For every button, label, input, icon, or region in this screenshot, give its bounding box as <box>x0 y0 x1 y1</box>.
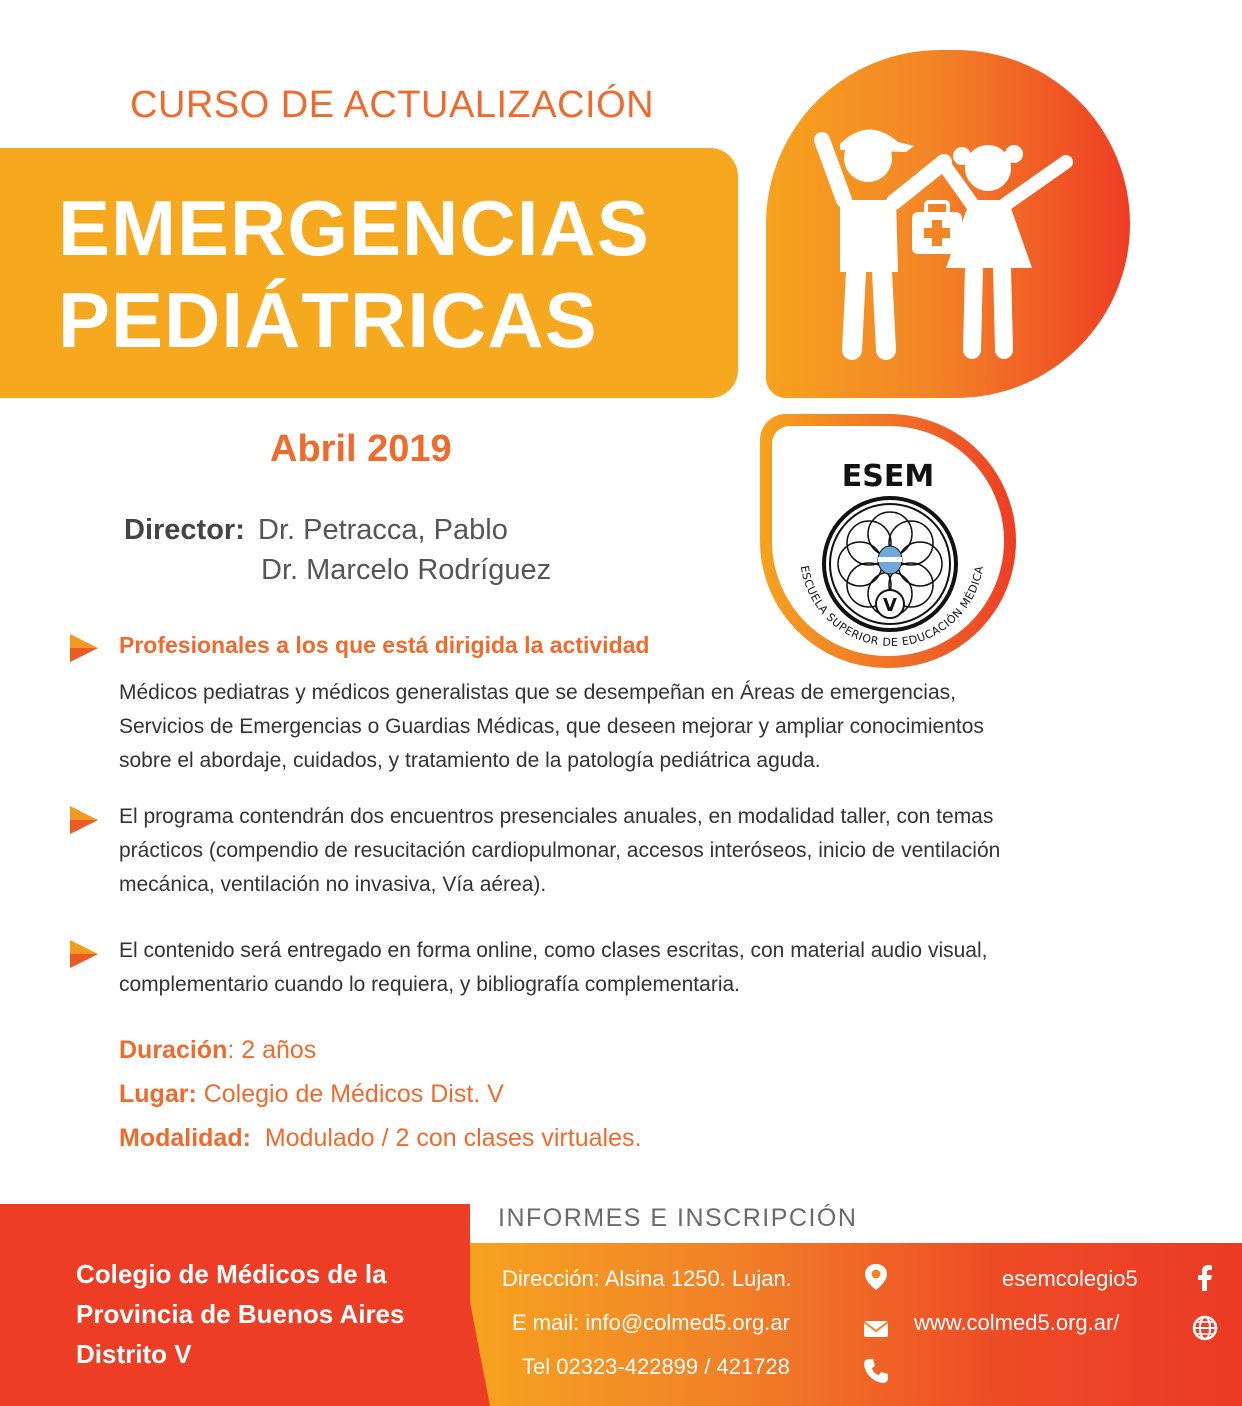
globe-icon[interactable] <box>1190 1313 1220 1343</box>
content-line: El contenido será entregado en forma online, como clases escritas, con material audio visual, <box>119 939 988 962</box>
audience-line: Médicos pediatras y médicos generalistas que se desempeñan en Áreas de emergencias, <box>119 681 956 704</box>
esem-full-name: ESCUELA SUPERIOR DE EDUCACIÓN MÉDICA <box>797 564 987 650</box>
program-line: El programa contendrán dos encuentros presenciales anuales, en modalidad taller, con temas <box>119 805 994 828</box>
mode-label: Modalidad: <box>119 1124 251 1152</box>
esem-acronym: ESEM <box>841 459 935 494</box>
program-paragraph <box>119 800 1119 902</box>
place-row <box>119 1080 504 1109</box>
title-line-1: EMERGENCIAS <box>58 184 650 272</box>
location-pin-icon <box>861 1262 891 1292</box>
audience-line: sobre el abordaje, cuidados, y tratamiento de la patología pediátrica aguda. <box>119 749 821 772</box>
content-paragraph <box>119 934 1119 1002</box>
children-medkit-icon <box>766 50 1130 398</box>
play-bullet-icon <box>68 632 100 664</box>
director-name-1: Dr. Petracca, Pablo <box>258 514 508 546</box>
esem-seal-icon <box>772 426 1004 656</box>
program-line: prácticos (compendio de resucitación cardiopulmonar, accesos interóseos, inicio de ventilación <box>119 839 1001 862</box>
audience-heading: Profesionales a los que está dirigida la actividad <box>119 632 650 658</box>
program-line: mecánica, ventilación no invasiva, Vía aérea). <box>119 873 547 896</box>
facebook-icon[interactable] <box>1190 1263 1220 1293</box>
duration-value: : 2 años <box>227 1036 317 1064</box>
play-bullet-icon <box>68 804 100 836</box>
district-numeral: V <box>883 595 897 616</box>
director-name-2: Dr. Marcelo Rodríguez <box>261 554 552 586</box>
org-line-1: Colegio de Médicos de la <box>76 1259 387 1289</box>
place-value: Colegio de Médicos Dist. V <box>196 1080 504 1108</box>
informes-heading: INFORMES E INSCRIPCIÓN <box>498 1204 858 1232</box>
course-kicker: CURSO DE ACTUALIZACIÓN <box>130 84 655 126</box>
content-line: complementario cuando lo requiera, y bibliografía complementaria. <box>119 973 740 996</box>
esem-logo-badge <box>760 414 1016 668</box>
org-line-3: Distrito V <box>76 1339 192 1369</box>
mode-value: Modulado / 2 con clases virtuales. <box>250 1124 642 1152</box>
director-label: Director: <box>124 514 245 546</box>
play-bullet-icon <box>68 938 100 970</box>
mode-row <box>119 1124 641 1153</box>
org-line-2: Provincia de Buenos Aires <box>76 1299 405 1329</box>
phone-text: Tel 02323-422899 / 421728 <box>522 1354 790 1379</box>
title-line-2: PEDIÁTRICAS <box>58 276 598 364</box>
audience-line: Servicios de Emergencias o Guardias Médicas, que deseen mejorar y ampliar conocimientos <box>119 715 984 738</box>
mail-icon <box>861 1314 891 1344</box>
facebook-handle[interactable]: esemcolegio5 <box>1002 1266 1138 1291</box>
address-text: Dirección: Alsina 1250. Lujan. <box>502 1266 792 1291</box>
hero-illustration <box>766 50 1130 398</box>
website-link[interactable]: www.colmed5.org.ar/ <box>914 1310 1120 1335</box>
place-label: Lugar: <box>119 1080 197 1108</box>
audience-paragraph <box>119 676 1119 778</box>
course-date: Abril 2019 <box>270 428 452 470</box>
course-title <box>58 182 758 366</box>
duration-label: Duración <box>119 1036 228 1064</box>
phone-icon <box>861 1356 891 1386</box>
organization-name <box>76 1254 456 1374</box>
duration-row <box>119 1036 316 1065</box>
email-link[interactable]: E mail: info@colmed5.org.ar <box>512 1310 790 1335</box>
